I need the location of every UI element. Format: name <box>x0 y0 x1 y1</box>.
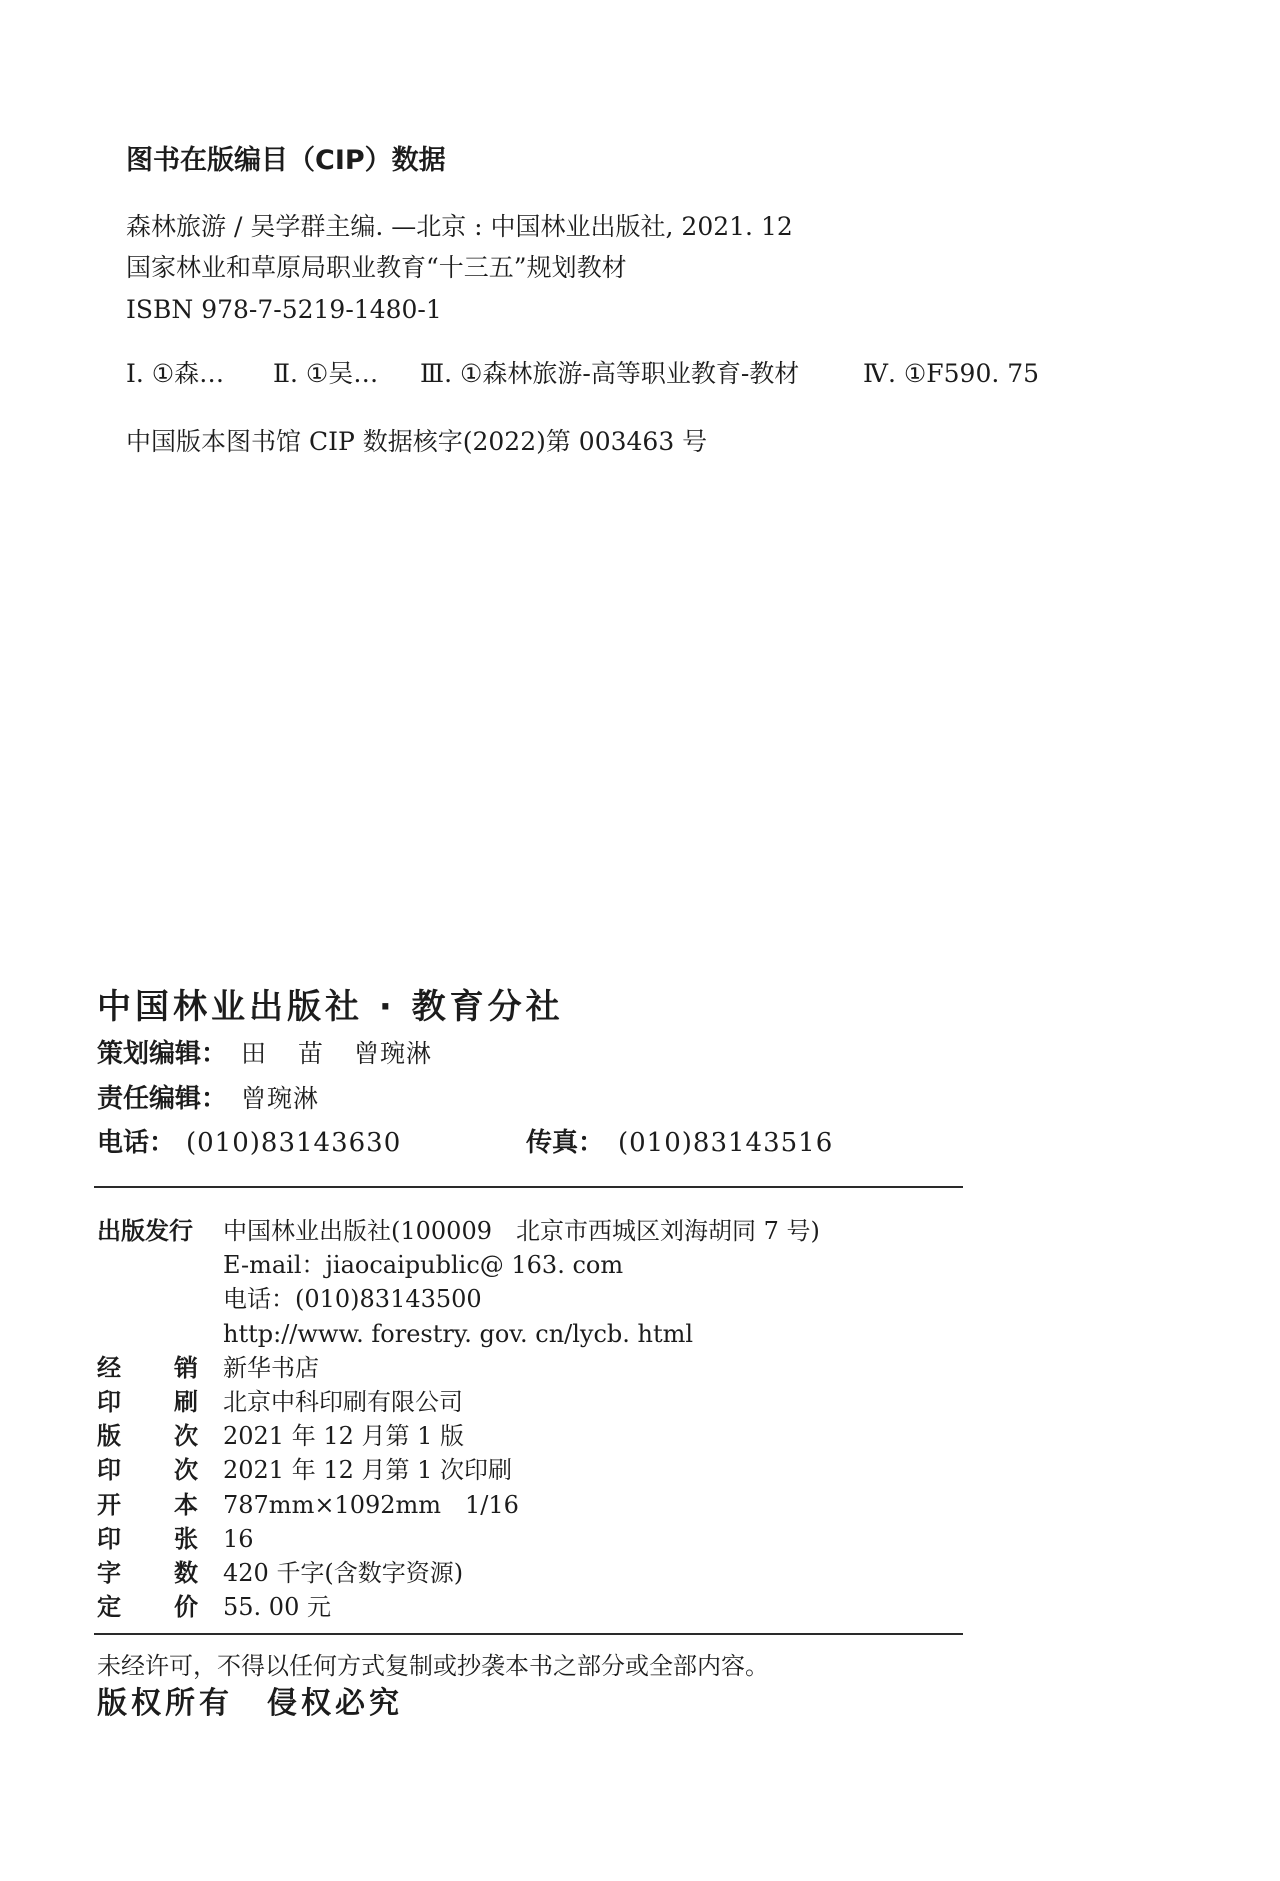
phone-label: 电话： <box>97 1128 176 1158</box>
imprint-value: 55. 00 元 <box>223 1593 331 1621</box>
imprint-row-price <box>0 1590 1280 1624</box>
classification-item: Ⅰ. ①森… <box>126 359 225 388</box>
planning-editor-label: 策划编辑： <box>97 1039 228 1069</box>
editor-name: 田 <box>241 1039 268 1068</box>
imprint-value: 420 千字(含数字资源) <box>223 1559 464 1587</box>
rights-reserved: 版权所有 侵权必究 <box>97 1686 403 1721</box>
divider-bottom <box>94 1633 963 1635</box>
imprint-value: 新华书店 <box>223 1354 319 1382</box>
imprint-label-char: 开 <box>97 1491 121 1519</box>
imprint-label-char: 版 <box>97 1422 121 1450</box>
publisher-address: 中国林业出版社(100009 北京市西城区刘海胡同 7 号) <box>223 1217 820 1245</box>
imprint-row-website <box>0 1317 1280 1351</box>
imprint-row-printer <box>0 1385 1280 1419</box>
imprint-label-char: 印 <box>97 1456 121 1484</box>
imprint-row-phone <box>0 1282 1280 1316</box>
imprint-row-publisher <box>0 1214 1280 1248</box>
imprint-row-distributor <box>0 1351 1280 1385</box>
cip-title-line: 森林旅游 / 吴学群主编. —北京 : 中国林业出版社, 2021. 12 <box>126 212 793 241</box>
imprint-label-char: 销 <box>174 1354 198 1382</box>
imprint-row-sheets <box>0 1522 1280 1556</box>
imprint-label: 出版发行 <box>97 1217 193 1245</box>
imprint-label-char: 次 <box>174 1456 198 1484</box>
imprint-label-char: 数 <box>174 1559 198 1587</box>
editor-name: 苗 <box>298 1039 325 1068</box>
classification-item: Ⅱ. ①吴… <box>273 359 379 388</box>
imprint-label-char: 刷 <box>174 1388 198 1416</box>
responsible-editor-label: 责任编辑： <box>97 1084 228 1114</box>
imprint-row-email <box>0 1248 1280 1282</box>
cip-number: 中国版本图书馆 CIP 数据核字(2022)第 003463 号 <box>126 427 708 456</box>
imprint-value: 2021 年 12 月第 1 次印刷 <box>223 1456 513 1484</box>
imprint-label-char: 次 <box>174 1422 198 1450</box>
editor-name: 曾琬淋 <box>241 1084 320 1113</box>
copyright-notice: 未经许可，不得以任何方式复制或抄袭本书之部分或全部内容。 <box>97 1652 769 1680</box>
cip-series-line: 国家林业和草原局职业教育“十三五”规划教材 <box>126 253 627 282</box>
imprint-label-char: 本 <box>174 1491 198 1519</box>
press-name: 中国林业出版社 · 教育分社 <box>97 987 564 1027</box>
imprint-label-char: 定 <box>97 1593 121 1621</box>
imprint-value: 787mm×1092mm 1/16 <box>223 1491 519 1519</box>
editor-name: 曾琬淋 <box>354 1039 433 1068</box>
imprint-row-format <box>0 1488 1280 1522</box>
imprint-label-char: 字 <box>97 1559 121 1587</box>
classification-item: Ⅲ. ①森林旅游-高等职业教育-教材 <box>420 359 800 388</box>
imprint-label-char: 印 <box>97 1388 121 1416</box>
fax-number: (010)83143516 <box>618 1128 834 1158</box>
imprint-label-char: 张 <box>174 1525 198 1553</box>
imprint-label-char: 经 <box>97 1354 121 1382</box>
cip-heading: 图书在版编目（CIP）数据 <box>126 145 446 176</box>
fax-label: 传真： <box>526 1128 605 1158</box>
publisher-phone: 电话：(010)83143500 <box>223 1285 482 1313</box>
imprint-value: 北京中科印刷有限公司 <box>223 1388 463 1416</box>
publisher-website: http://www. forestry. gov. cn/lycb. html <box>223 1320 694 1348</box>
phone-number: (010)83143630 <box>186 1128 402 1158</box>
imprint-row-printing <box>0 1453 1280 1487</box>
publisher-email: E-mail：jiaocaipublic@ 163. com <box>223 1251 624 1279</box>
divider-top <box>94 1186 963 1188</box>
cip-isbn: ISBN 978-7-5219-1480-1 <box>126 295 442 324</box>
imprint-label-char: 印 <box>97 1525 121 1553</box>
imprint-label-char: 价 <box>174 1593 198 1621</box>
imprint-value: 16 <box>223 1525 254 1553</box>
classification-item: Ⅳ. ①F590. 75 <box>863 359 1040 388</box>
imprint-row-wordcount <box>0 1556 1280 1590</box>
imprint-row-edition <box>0 1419 1280 1453</box>
imprint-value: 2021 年 12 月第 1 版 <box>223 1422 465 1450</box>
